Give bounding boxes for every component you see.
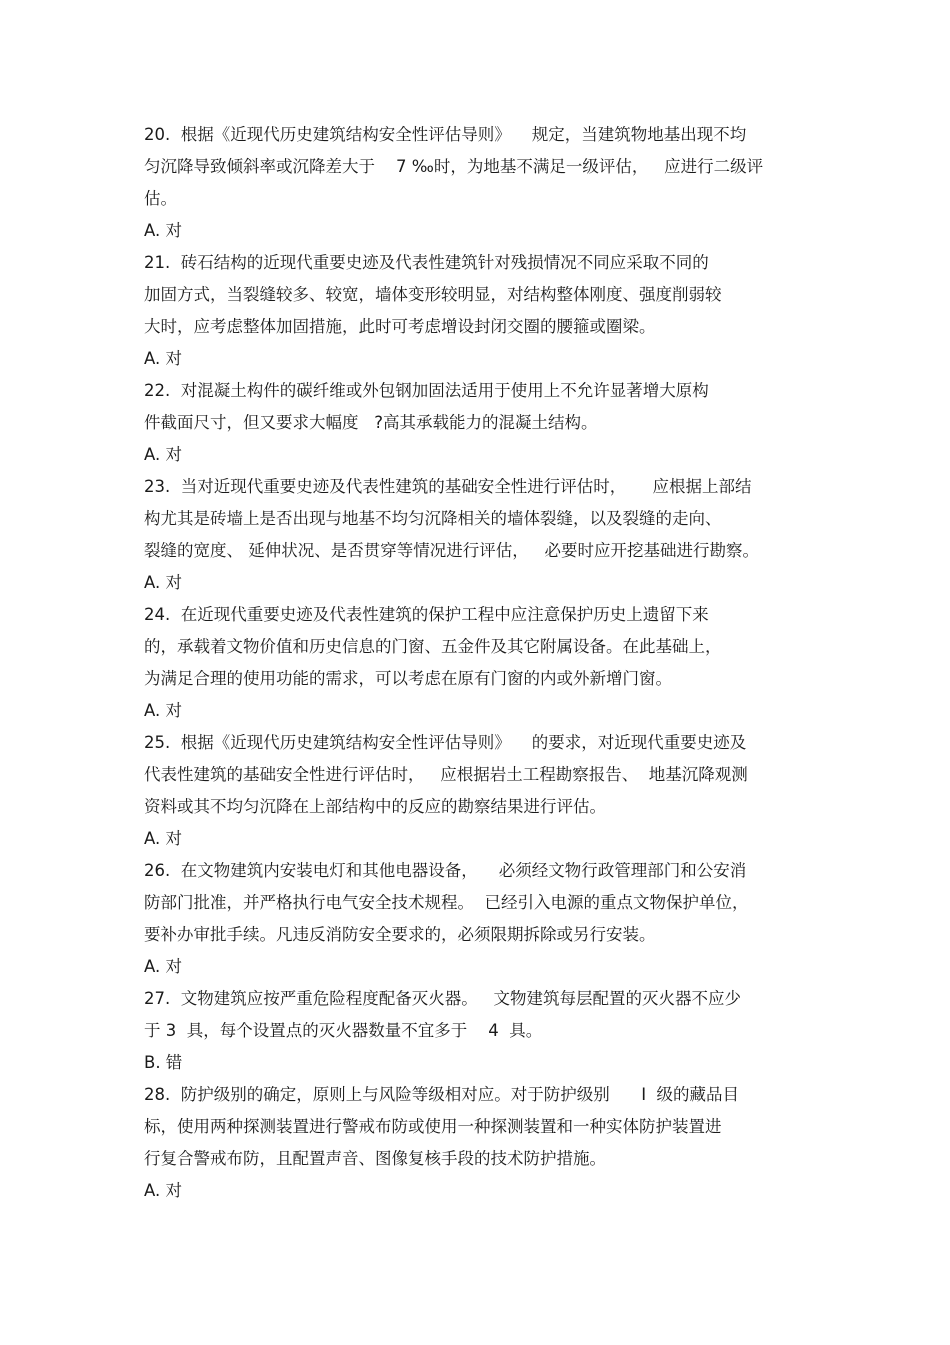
question-24-line-2: 的，承载着文物价值和历史信息的门窗、五金件及其它附属设备。在此基础上， bbox=[144, 637, 722, 656]
question-26-line-2: 防部门批准，并严格执行电气安全技术规程。 已经引入电源的重点文物保护单位， bbox=[144, 893, 749, 912]
question-25-line-3: 资料或其不均匀沉降在上部结构中的反应的勘察结果进行评估。 bbox=[144, 797, 606, 816]
question-24-answer: A. 对 bbox=[144, 701, 182, 720]
question-23-answer: A. 对 bbox=[144, 573, 182, 592]
question-22-line-1: 22. 对混凝土构件的碳纤维或外包钢加固法适用于使用上不允许显著增大原构 bbox=[144, 381, 709, 400]
question-22-answer: A. 对 bbox=[144, 445, 182, 464]
question-25-line-1: 25. 根据《近现代历史建筑结构安全性评估导则》 的要求，对近现代重要史迹及 bbox=[144, 733, 747, 752]
question-20-answer: A. 对 bbox=[144, 221, 182, 240]
question-23-line-3: 裂缝的宽度、 延伸状况、是否贯穿等情况进行评估， 必要时应开挖基础进行勘察。 bbox=[144, 541, 759, 560]
question-26-line-1: 26. 在文物建筑内安装电灯和其他电器设备， 必须经文物行政管理部门和公安消 bbox=[144, 861, 747, 880]
question-21-line-2: 加固方式，当裂缝较多、较宽，墙体变形较明显，对结构整体刚度、强度削弱较 bbox=[144, 285, 722, 304]
question-20-line-2: 匀沉降导致倾斜率或沉降差大于 7 ‰时，为地基不满足一级评估， 应进行二级评 bbox=[144, 157, 764, 176]
question-21-answer: A. 对 bbox=[144, 349, 182, 368]
question-23-line-1: 23. 当对近现代重要史迹及代表性建筑的基础安全性进行评估时， 应根据上部结 bbox=[144, 477, 752, 496]
question-25-line-2: 代表性建筑的基础安全性进行评估时， 应根据岩土工程勘察报告、 地基沉降观测 bbox=[144, 765, 748, 784]
question-26-answer: A. 对 bbox=[144, 957, 182, 976]
question-20-line-1: 20. 根据《近现代历史建筑结构安全性评估导则》 规定，当建筑物地基出现不均 bbox=[144, 125, 747, 144]
question-24-line-3: 为满足合理的使用功能的需求，可以考虑在原有门窗的内或外新增门窗。 bbox=[144, 669, 672, 688]
question-28-line-2: 标，使用两种探测装置进行警戒布防或使用一种探测装置和一种实体防护装置进 bbox=[144, 1117, 722, 1136]
question-27-answer: B. 错 bbox=[144, 1053, 183, 1072]
question-24-line-1: 24. 在近现代重要史迹及代表性建筑的保护工程中应注意保护历史上遗留下来 bbox=[144, 605, 709, 624]
question-25-answer: A. 对 bbox=[144, 829, 182, 848]
question-26-line-3: 要补办审批手续。凡违反消防安全要求的，必须限期拆除或另行安装。 bbox=[144, 925, 656, 944]
question-22-line-2: 件截面尺寸，但又要求大幅度 ?高其承载能力的混凝土结构。 bbox=[144, 413, 598, 432]
question-28-answer: A. 对 bbox=[144, 1181, 182, 1200]
question-28-line-1: 28. 防护级别的确定，原则上与风险等级相对应。对于防护级别 Ⅰ 级的藏品目 bbox=[144, 1085, 740, 1104]
question-27-line-2: 于 3 具，每个设置点的灭火器数量不宜多于 4 具。 bbox=[144, 1021, 543, 1040]
question-27-line-1: 27. 文物建筑应按严重危险程度配备灭火器。 文物建筑每层配置的灭火器不应少 bbox=[144, 989, 741, 1008]
question-28-line-3: 行复合警戒布防，且配置声音、图像复核手段的技术防护措施。 bbox=[144, 1149, 606, 1168]
question-21-line-1: 21. 砖石结构的近现代重要史迹及代表性建筑针对残损情况不同应采取不同的 bbox=[144, 253, 709, 272]
question-21-line-3: 大时，应考虑整体加固措施，此时可考虑增设封闭交圈的腰箍或圈梁。 bbox=[144, 317, 656, 336]
question-20-line-3: 估。 bbox=[144, 189, 177, 208]
question-23-line-2: 构尤其是砖墙上是否出现与地基不均匀沉降相关的墙体裂缝，以及裂缝的走向、 bbox=[144, 509, 722, 528]
